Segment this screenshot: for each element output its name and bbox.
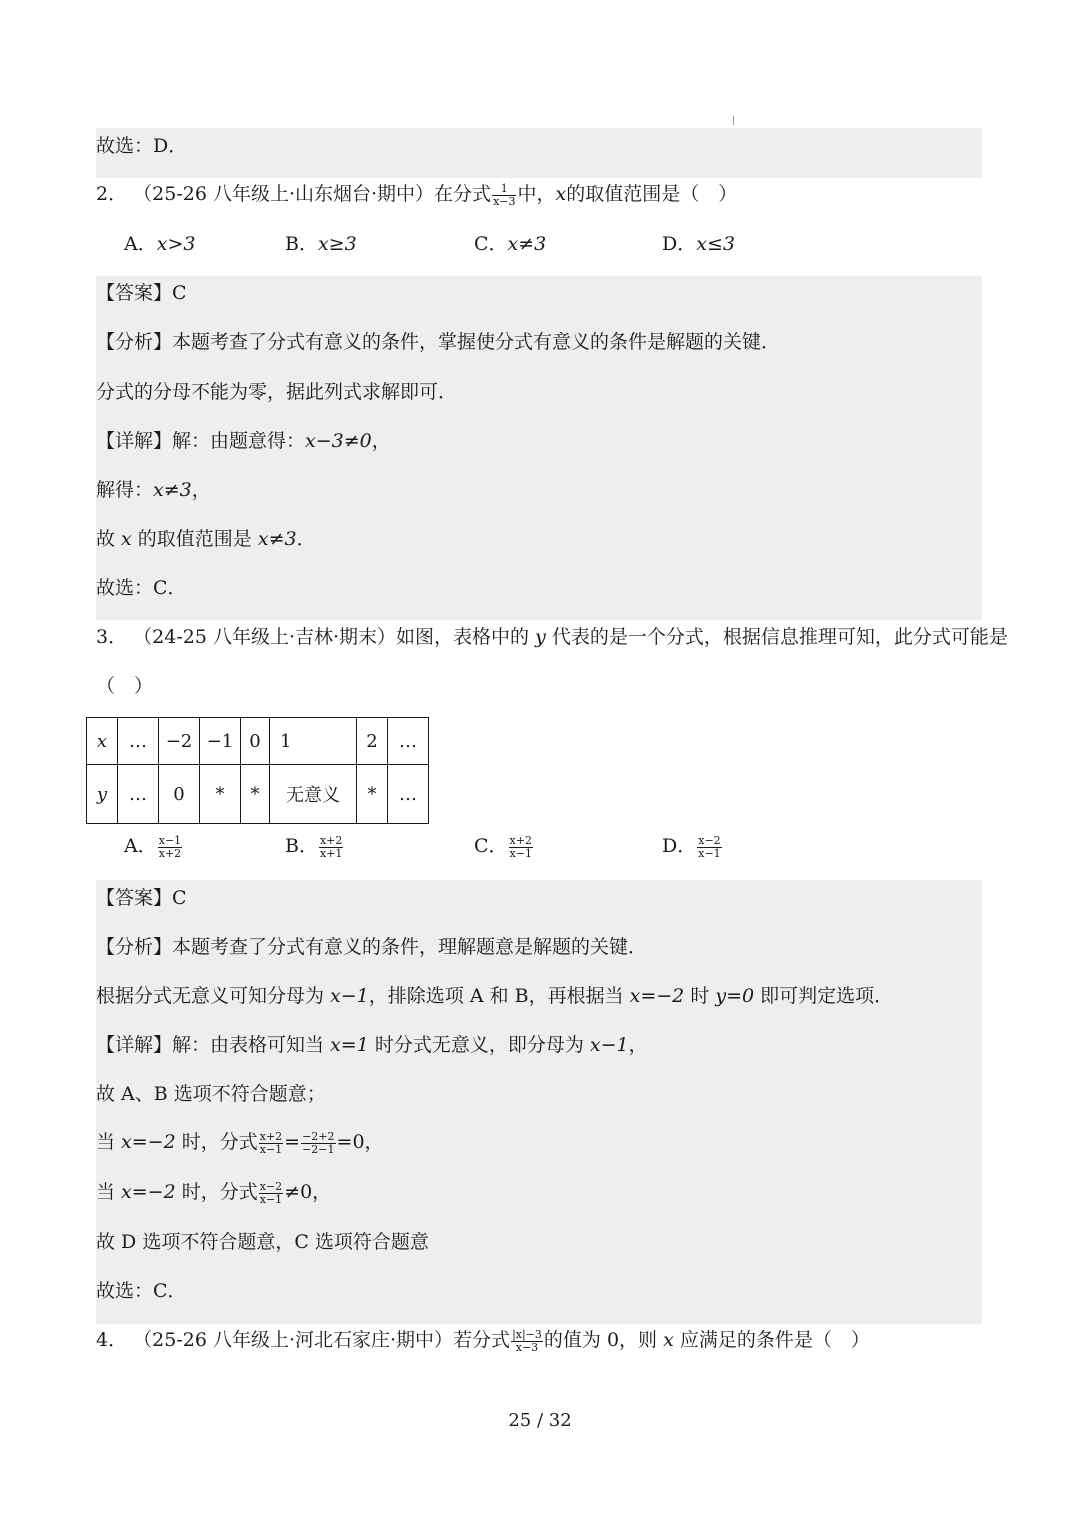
q3-stem	[96, 625, 1008, 649]
q2-stem	[96, 182, 737, 208]
q4-source: （25-26 八年级上·河北石家庄·期中）	[133, 1329, 454, 1351]
q4-stem	[96, 1328, 870, 1354]
q3-option-d-den: x−1	[698, 846, 721, 860]
q3-detail3-b: 时，分式	[175, 1131, 258, 1153]
q3-analysis	[96, 935, 647, 959]
q3-detail1-b: 时分式无意义，即分母为	[368, 1034, 590, 1056]
q3-option-a	[124, 834, 183, 860]
q3-detail4-fraction	[259, 1181, 283, 1206]
q3-detail1-a: 解：由表格可知当	[172, 1034, 331, 1056]
q3-analysis2-m2: x=−2	[629, 985, 685, 1007]
q2-detail-tag: 【详解】	[96, 430, 173, 452]
q2-detail2-post: ，	[191, 479, 211, 501]
q3-detail3-a: 当	[96, 1131, 122, 1153]
q4-var-x: x	[663, 1329, 674, 1351]
q3-analysis2	[96, 984, 893, 1008]
q2-option-d-text: x≤3	[696, 233, 735, 255]
q2-fraction-num: 1	[492, 183, 516, 196]
q2-detail2-pre: 解得：	[96, 479, 154, 501]
q3-conclusion: 故选：C．	[96, 1280, 187, 1302]
q3-option-b-den: x+1	[319, 846, 343, 860]
q3-detail4-b: 时，分式	[175, 1181, 258, 1203]
q3-detail4-m1: x=−2	[121, 1181, 176, 1203]
q3-number: 3．	[96, 626, 128, 648]
q2-analysis-tag: 【分析】	[96, 331, 173, 353]
q3-option-b-fraction	[319, 835, 343, 860]
q3-option-b-num: x+2	[319, 833, 343, 847]
q2-answer: 【答案】C	[96, 282, 187, 304]
q3-detail3-end: =0，	[336, 1131, 384, 1153]
q4-fraction	[511, 1329, 543, 1354]
q3-option-c-fraction	[509, 835, 533, 860]
table-cell-text: x	[96, 730, 108, 752]
q3-option-c-num: x+2	[509, 833, 532, 847]
q3-detail4-f-den: x−1	[259, 1192, 283, 1206]
q3-option-a-den: x+2	[158, 846, 182, 860]
q3-option-d-label: D．	[662, 835, 697, 857]
q3-option-c-label: C．	[474, 835, 508, 857]
q2-detail3	[96, 527, 316, 551]
q3-analysis2-m1: x−1	[330, 985, 369, 1007]
q3-detail4-end: ≠0，	[284, 1181, 332, 1203]
q3-analysis2-b: ，排除选项 A 和 B，再根据当	[368, 985, 630, 1007]
q4-stem-mid: 的值为 0，则	[543, 1329, 664, 1351]
q3-detail4	[96, 1180, 331, 1206]
q2-detail3-var: x	[121, 528, 132, 550]
q2-source: （25-26 八年级上·山东烟台·期中）	[133, 183, 435, 205]
q3-detail1-c: ，	[628, 1034, 648, 1056]
q2-detail1-post: ，	[371, 430, 391, 452]
q3-detail3-eq: =	[284, 1131, 301, 1153]
q4-stem-post: 应满足的条件是（ ）	[673, 1329, 870, 1351]
q3-detail2: 故 A、B 选项不符合题意；	[96, 1083, 326, 1105]
q2-var-x: x	[555, 183, 567, 205]
table-cell-text: y	[96, 783, 108, 805]
table-cell: *	[200, 765, 241, 824]
q3-table-row-y	[87, 765, 429, 824]
q3-table	[86, 717, 429, 824]
q3-option-a-label: A．	[124, 835, 157, 857]
table-cell	[87, 718, 118, 765]
q3-detail4-a: 当	[96, 1181, 122, 1203]
q2-option-c-label: C．	[474, 233, 508, 255]
q2-fraction	[492, 183, 516, 208]
q3-detail3-fraction2	[301, 1131, 335, 1156]
table-cell: …	[388, 718, 429, 765]
q2-option-c-text: x≠3	[507, 233, 547, 255]
q2-detail2-math: x≠3	[153, 479, 192, 501]
q3-stem-post: 代表的是一个分式，根据信息推理可知，此分式可能是	[545, 626, 1008, 648]
q2-option-d-label: D．	[662, 233, 697, 255]
q2-option-a-label: A．	[124, 233, 157, 255]
answer-block-q1-tail	[96, 128, 982, 178]
q2-conclusion: 故选：C．	[96, 577, 187, 599]
table-cell: *	[241, 765, 270, 824]
table-cell: …	[118, 765, 159, 824]
q2-fraction-den: x−3	[493, 194, 516, 208]
q3-analysis2-m3: y=0	[715, 985, 755, 1007]
q3-detail1-m1: x=1	[330, 1034, 369, 1056]
table-cell: 1	[270, 718, 357, 765]
q4-stem-pre: 若分式	[453, 1329, 511, 1351]
q3-analysis2-d: 即可判定选项．	[754, 985, 894, 1007]
q3-table-row-x	[87, 718, 429, 765]
q3-detail3	[96, 1130, 384, 1156]
q2-option-b	[285, 232, 357, 256]
table-cell: −2	[159, 718, 200, 765]
q4-number: 4．	[96, 1329, 128, 1351]
table-cell: …	[388, 765, 429, 824]
q3-detail3-fraction1	[259, 1131, 283, 1156]
q3-analysis2-a: 根据分式无意义可知分母为	[96, 985, 331, 1007]
q3-detail4-f-num: x−2	[259, 1179, 283, 1193]
q2-analysis2: 分式的分母不能为零，据此列式求解即可．	[96, 381, 458, 403]
table-cell: …	[118, 718, 159, 765]
q2-number: 2．	[96, 183, 128, 205]
q3-analysis-text: 本题考查了分式有意义的条件，理解题意是解题的关键．	[172, 936, 648, 958]
q2-detail3-mid: 的取值范围是	[131, 528, 258, 550]
q2-detail3-pre: 故	[96, 528, 122, 550]
q2-stem-pre: 在分式	[434, 183, 492, 205]
q3-option-a-num: x−1	[158, 833, 182, 847]
q2-option-b-label: B．	[285, 233, 318, 255]
table-cell: −1	[200, 718, 241, 765]
q3-detail5: 故 D 选项不符合题意，C 选项符合题意	[96, 1231, 429, 1253]
page-number: 25 / 32	[508, 1410, 572, 1431]
q2-option-d	[662, 232, 735, 256]
q2-analysis-text: 本题考查了分式有意义的条件，掌握使分式有意义的条件是解题的关键．	[172, 331, 781, 353]
q3-detail3-f1-num: x+2	[259, 1129, 283, 1143]
q2-option-b-text: x≥3	[317, 233, 357, 255]
q3-source: （24-25 八年级上·吉林·期末）	[133, 626, 397, 648]
q3-answer: 【答案】C	[96, 887, 187, 909]
q2-detail3-math: x≠3	[257, 528, 297, 550]
q2-detail1-math: x−3≠0	[305, 430, 372, 452]
q3-option-d-fraction	[697, 835, 721, 860]
q2-option-c	[474, 232, 546, 256]
q3-option-d	[662, 834, 723, 860]
q3-option-b	[285, 834, 344, 860]
q3-detail3-f2-num: −2+2	[302, 1129, 335, 1143]
table-cell	[87, 765, 118, 824]
q3-detail1-m2: x−1	[589, 1034, 629, 1056]
table-cell: 2	[357, 718, 388, 765]
q2-option-a-text: x>3	[156, 233, 196, 255]
q3-option-c-den: x−1	[509, 846, 532, 860]
q2-stem-mid: 中，	[517, 183, 556, 205]
table-cell: 无意义	[270, 765, 357, 824]
q3-detail3-f2-den: −2−1	[302, 1142, 335, 1156]
q3-var-y: y	[535, 626, 546, 648]
q3-analysis2-c: 时	[684, 985, 716, 1007]
q2-detail2	[96, 478, 211, 502]
q3-detail1	[96, 1033, 648, 1057]
q3-analysis-tag: 【分析】	[96, 936, 173, 958]
table-cell: 0	[159, 765, 200, 824]
q1-conclusion: 故选：D．	[96, 135, 188, 157]
page-edge-mark	[733, 116, 734, 125]
q4-fraction-num: |x|−3	[512, 1327, 542, 1341]
q3-detail3-m1: x=−2	[121, 1131, 176, 1153]
q3-option-d-num: x−2	[698, 833, 721, 847]
q3-option-b-label: B．	[285, 835, 318, 857]
table-cell: 0	[241, 718, 270, 765]
q3-detail-tag: 【详解】	[96, 1034, 173, 1056]
q3-option-c	[474, 834, 534, 860]
q3-stem-line2: （ ）	[96, 675, 154, 697]
q2-detail1	[96, 429, 391, 453]
q2-detail3-post: ．	[296, 528, 316, 550]
q3-stem-pre: 如图，表格中的	[396, 626, 536, 648]
q3-option-a-fraction	[158, 835, 182, 860]
q2-option-a	[124, 232, 195, 256]
q3-detail3-f1-den: x−1	[259, 1142, 283, 1156]
q4-fraction-den: x−3	[515, 1340, 539, 1354]
q2-detail1-pre: 解：由题意得：	[172, 430, 306, 452]
table-cell: *	[357, 765, 388, 824]
q2-stem-post: 的取值范围是（ ）	[566, 183, 738, 205]
q2-analysis	[96, 330, 780, 354]
